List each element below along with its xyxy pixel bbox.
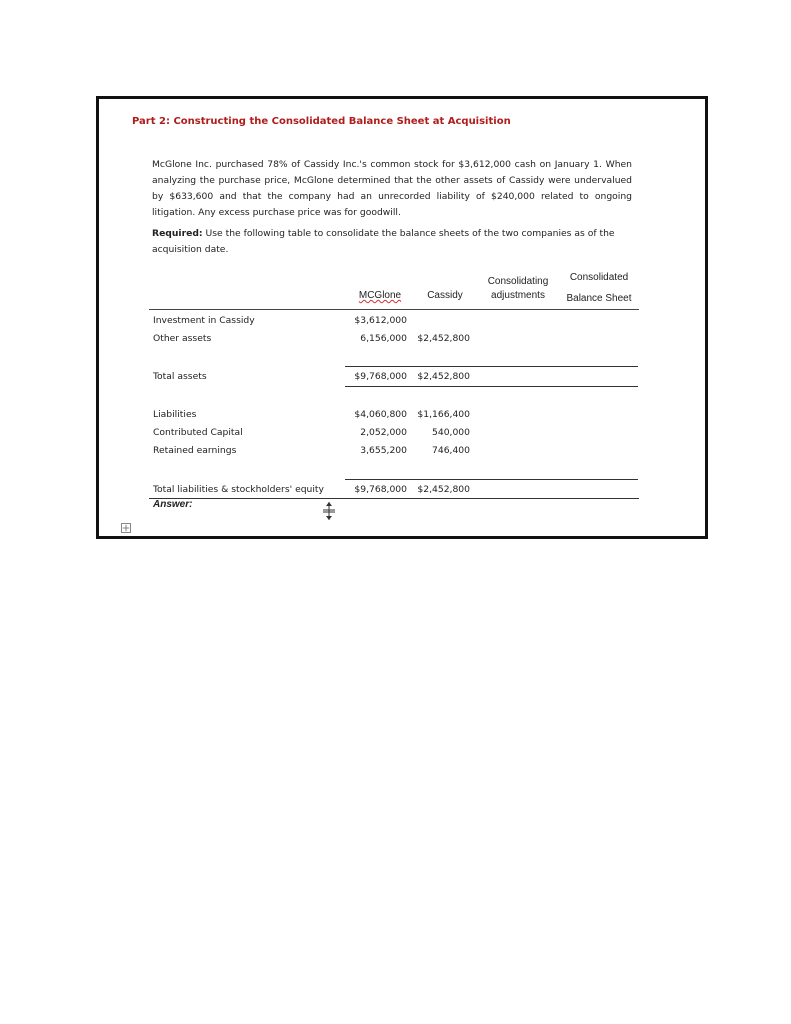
document-page — [96, 96, 708, 539]
answer-label: Answer: — [153, 499, 193, 510]
section-title: Part 2: Constructing the Consolidated Balance Sheet at Acquisition — [132, 116, 511, 127]
cell-mcglone-other-assets: 6,156,000 — [360, 333, 407, 344]
header-consolidated-balance-sheet: Consolidated Balance Sheet — [566, 272, 632, 304]
header-mcglone: MCGlone — [358, 290, 402, 301]
row-label-liabilities: Liabilities — [153, 409, 197, 420]
table-move-handle-icon[interactable] — [121, 523, 131, 533]
row-resize-icon[interactable] — [322, 501, 336, 521]
header-consolidating-adjustments: Consolidating adjustments — [487, 276, 549, 301]
cell-mcglone-contributed-capital: 2,052,000 — [360, 427, 407, 438]
problem-paragraph: McGlone Inc. purchased 78% of Cassidy Inc.'s common stock for $3,612,000 cash on January 1. When analyzing the purchase price, McGlone determined that the other assets of Cassidy were undervalued by $633,600 and that the company had an unrecorded liability of $240,000 related to ongoing litigation. Any excess purchase price was for goodwill. — [152, 159, 632, 218]
row-label-investment: Investment in Cassidy — [153, 315, 255, 326]
required-text: Use the following table to consolidate the balance sheets of the two companies as of the acquisition date. — [152, 228, 615, 255]
cell-cassidy-liabilities: $1,166,400 — [417, 409, 470, 420]
total-assets-top-rule — [345, 366, 638, 367]
cell-mcglone-total-liab-equity: $9,768,000 — [354, 484, 407, 495]
row-label-contributed-capital: Contributed Capital — [153, 427, 243, 438]
cell-cassidy-contributed-capital: 540,000 — [432, 427, 470, 438]
header-divider — [149, 309, 639, 310]
total-liab-top-rule — [345, 479, 638, 480]
cell-cassidy-total-assets: $2,452,800 — [417, 371, 470, 382]
required-paragraph — [152, 226, 632, 258]
row-label-retained-earnings: Retained earnings — [153, 445, 237, 456]
row-label-other-assets: Other assets — [153, 333, 212, 344]
cell-mcglone-liabilities: $4,060,800 — [354, 409, 407, 420]
row-label-total-assets: Total assets — [153, 371, 207, 382]
total-liab-bottom-rule — [149, 498, 639, 499]
header-cassidy: Cassidy — [427, 290, 463, 301]
required-label: Required: — [152, 228, 203, 239]
row-label-total-liab-equity: Total liabilities & stockholders' equity — [153, 484, 324, 495]
cell-cassidy-total-liab-equity: $2,452,800 — [417, 484, 470, 495]
total-assets-bottom-rule — [345, 386, 638, 387]
cell-mcglone-investment: $3,612,000 — [354, 315, 407, 326]
cell-cassidy-other-assets: $2,452,800 — [417, 333, 470, 344]
cell-cassidy-retained-earnings: 746,400 — [432, 445, 470, 456]
cell-mcglone-total-assets: $9,768,000 — [354, 371, 407, 382]
cell-mcglone-retained-earnings: 3,655,200 — [360, 445, 407, 456]
